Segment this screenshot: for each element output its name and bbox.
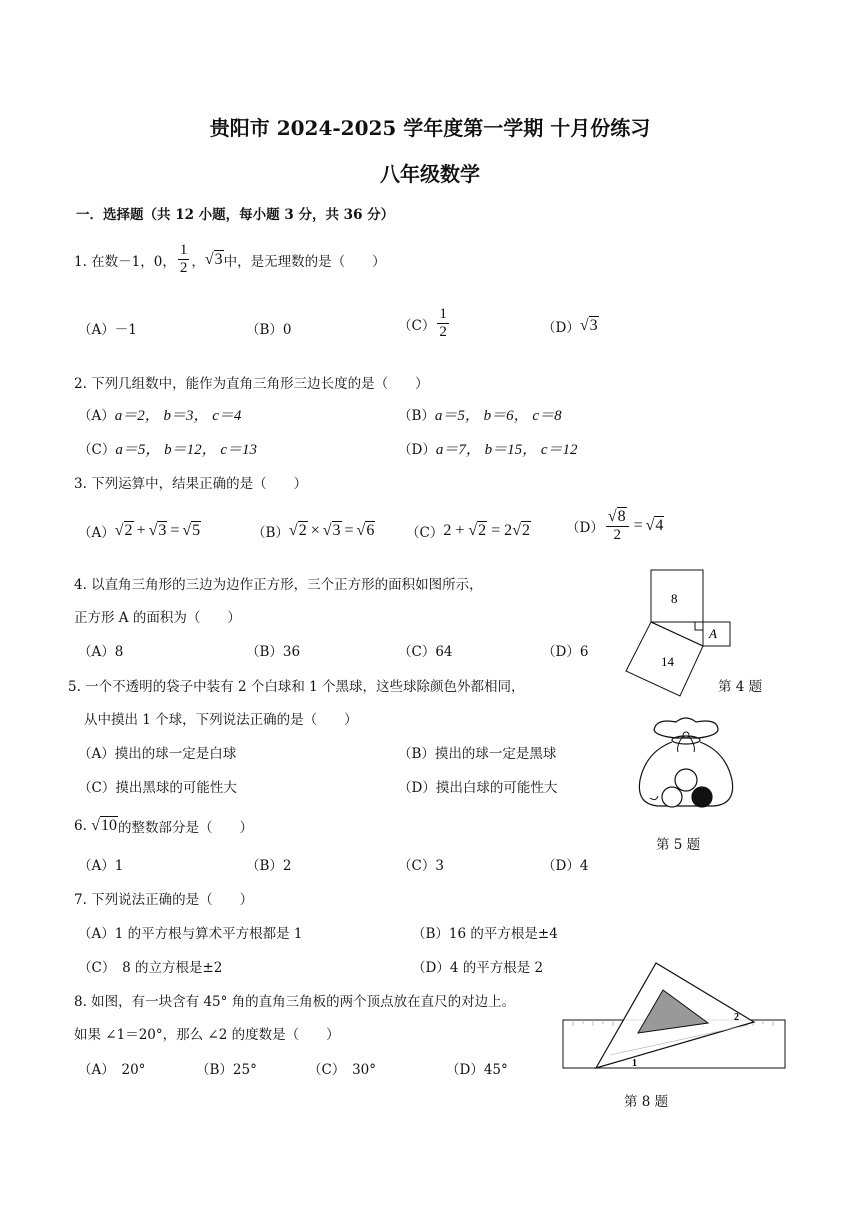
q3-b-rad2: 3 [332, 522, 341, 539]
q3-option-c[interactable] [406, 521, 531, 541]
q3-a-sqrt3: √5 [182, 522, 201, 539]
q6-option-b[interactable]: （B）2 [246, 858, 292, 874]
q2-d-text: a＝7， b＝15， c＝12 [435, 442, 578, 458]
q5-bag-figure [632, 712, 740, 812]
q4-option-c[interactable]: （C）64 [398, 644, 453, 660]
question-3-stem: 3. 下列运算中，结果正确的是（ ） [74, 476, 308, 492]
q1-option-a[interactable]: （A）－1 [78, 322, 137, 338]
q4-right-angle-mark [695, 622, 703, 630]
q1-frac-num: 1 [178, 242, 190, 260]
q2-c-label: （C） [78, 442, 116, 458]
q1-prefix: 1. 在数－1，0， [74, 253, 176, 270]
question-2-stem: 2. 下列几组数中，能作为直角三角形三边长度的是（ ） [74, 376, 429, 392]
page-title: 贵阳市 2024-2025 学年度第一学期 十月份练习 [209, 116, 651, 140]
q5-option-a[interactable]: （A）摸出的球一定是白球 [78, 746, 237, 762]
q3-option-a[interactable] [78, 521, 201, 541]
q6-option-a[interactable]: （A）1 [78, 858, 124, 874]
section-heading: 一．选择题（共 12 小题，每小题 3 分，共 36 分） [76, 207, 395, 223]
q3-c-label: （C） [406, 525, 444, 541]
q8-option-a[interactable]: （A） 20° [78, 1062, 146, 1078]
q6-prefix: 6. [74, 818, 92, 834]
q5-option-d[interactable]: （D）摸出白球的可能性大 [398, 780, 558, 796]
q8-angle-2-label: 2 [734, 1012, 739, 1023]
q3-option-b[interactable] [252, 521, 375, 541]
q1-d-label: （D） [542, 320, 580, 336]
q5-bag-fold [650, 796, 658, 800]
q6-suffix: 的整数部分是（ ） [117, 820, 253, 836]
q8-angle-1-label: 1 [632, 1058, 637, 1069]
q1-d-radicand: 3 [589, 317, 598, 334]
q1-option-d[interactable] [542, 316, 599, 336]
question-1-stem [74, 242, 386, 278]
question-6-stem [74, 816, 253, 836]
q1-c-label: （C） [398, 317, 436, 334]
q8-figure [558, 960, 788, 1075]
q3-c-sqrt1: √2 [468, 522, 487, 539]
q2-d-label: （D） [398, 442, 436, 458]
q3-a-op: + [136, 522, 146, 539]
q6-radicand: 10 [100, 817, 117, 834]
q7-option-b[interactable]: （B）16 的平方根是±4 [412, 926, 558, 942]
q5-white-ball-2 [662, 787, 682, 807]
q2-a-label: （A） [78, 408, 115, 424]
q3-c-sqrt2: √2 [512, 522, 530, 539]
q4-label-14: 14 [661, 654, 674, 669]
q4-label-a: A [709, 626, 717, 641]
q1-d-sqrt: √3 [579, 317, 598, 334]
q6-option-d[interactable]: （D）4 [542, 858, 589, 874]
q3-d-fraction [606, 508, 629, 545]
q5-caption: 第 5 题 [656, 837, 701, 853]
q2-c-text: a＝5， b＝12， c＝13 [115, 442, 258, 458]
q3-c-rad2: 2 [521, 522, 530, 539]
q2-option-a[interactable] [78, 404, 241, 425]
q3-a-label: （A） [78, 525, 115, 541]
q8-option-c[interactable]: （C） 30° [308, 1062, 377, 1078]
q3-a-sqrt2: √3 [148, 522, 167, 539]
q3-d-label: （D） [566, 520, 604, 537]
q5-bag-neck [672, 736, 700, 744]
question-4-line1: 4. 以直角三角形的三边为边作正方形，三个正方形的面积如图所示， [74, 577, 483, 593]
q8-caption: 第 8 题 [624, 1094, 669, 1110]
q3-b-eq: = [344, 522, 354, 539]
q3-c-pre: 2 + [443, 522, 469, 539]
q3-b-sqrt2: √3 [322, 522, 341, 539]
q5-option-b[interactable]: （B）摸出的球一定是黑球 [398, 746, 557, 762]
q3-b-sqrt3: √6 [356, 522, 375, 539]
q2-option-c[interactable] [78, 438, 257, 459]
q5-bag-top [654, 718, 718, 738]
q2-a-text: a＝2， b＝3， c＝4 [114, 408, 242, 424]
question-5-line1: 5. 一个不透明的袋子中装有 2 个白球和 1 个黑球，这些球除颜色外都相同， [68, 679, 525, 695]
q3-d-den: 2 [613, 527, 621, 544]
q3-b-rad1: 2 [298, 522, 307, 539]
q3-d-num: √8 [606, 508, 629, 527]
q3-d-sqrt: √4 [645, 517, 664, 535]
q3-c-rad1: 2 [478, 522, 487, 539]
q7-option-c[interactable]: （C） 8 的立方根是±2 [78, 960, 223, 976]
q4-option-b[interactable]: （B）36 [246, 644, 301, 660]
q3-a-rad2: 3 [158, 522, 167, 539]
q1-fraction [178, 242, 190, 278]
q1-c-den: 2 [439, 324, 447, 341]
q3-a-eq: = [170, 522, 180, 539]
q1-radicand: 3 [214, 250, 223, 268]
q8-option-d[interactable]: （D）45° [446, 1062, 508, 1078]
q3-b-op: × [310, 522, 320, 539]
q3-option-d[interactable] [566, 508, 664, 545]
q2-b-label: （B） [398, 408, 435, 424]
q1-sqrt: √3 [204, 250, 223, 268]
q3-d-num-rad: 8 [617, 508, 626, 525]
q5-bag-knot [683, 732, 689, 738]
q6-sqrt: √10 [91, 817, 117, 834]
q4-caption: 第 4 题 [718, 679, 763, 695]
q5-black-ball [692, 787, 712, 807]
q2-option-d[interactable] [398, 438, 578, 459]
q6-option-c[interactable]: （C）3 [398, 858, 444, 874]
q4-option-d[interactable]: （D）6 [542, 644, 589, 660]
q3-b-rad3: 6 [366, 522, 375, 539]
q1-suffix: 中，是无理数的是（ ） [223, 253, 386, 270]
q2-b-text: a＝5， b＝6， c＝8 [434, 408, 562, 424]
q3-b-sqrt1: √2 [288, 522, 307, 539]
q4-label-8: 8 [671, 591, 678, 606]
question-4-line2: 正方形 A 的面积为（ ） [74, 610, 241, 626]
q3-c-eq: = 2 [487, 522, 513, 539]
q7-option-d[interactable]: （D）4 的平方根是 2 [412, 960, 544, 976]
q3-a-rad1: 2 [124, 522, 133, 539]
q4-option-a[interactable]: （A）8 [78, 644, 124, 660]
page-subtitle: 八年级数学 [380, 162, 480, 186]
q3-b-label: （B） [252, 525, 289, 541]
q3-d-eq: = [633, 517, 643, 535]
question-5-line2: 从中摸出 1 个球，下列说法正确的是（ ） [84, 712, 358, 728]
q1-sep: ， [191, 253, 205, 270]
q1-frac-den: 2 [179, 260, 188, 277]
q1-option-b[interactable]: （B）0 [246, 322, 292, 338]
q3-d-rad: 4 [655, 517, 664, 535]
q3-a-sqrt1: √2 [114, 522, 133, 539]
question-8-line2: 如果 ∠1＝20°，那么 ∠2 的度数是（ ） [74, 1027, 340, 1043]
question-8-line1: 8. 如图，有一块含有 45° 角的直角三角板的两个顶点放在直尺的对边上。 [74, 994, 516, 1010]
q1-c-num: 1 [437, 306, 449, 324]
question-7-stem: 7. 下列说法正确的是（ ） [74, 892, 254, 908]
q2-option-b[interactable] [398, 404, 562, 425]
q8-option-b[interactable]: （B）25° [196, 1062, 257, 1078]
q7-option-a[interactable]: （A）1 的平方根与算术平方根都是 1 [78, 926, 303, 942]
q3-a-rad3: 5 [192, 522, 201, 539]
q5-white-ball-1 [675, 769, 697, 791]
q1-option-c[interactable] [398, 306, 451, 342]
q5-option-c[interactable]: （C）摸出黑球的可能性大 [78, 780, 237, 796]
q1-c-fraction [437, 306, 449, 342]
